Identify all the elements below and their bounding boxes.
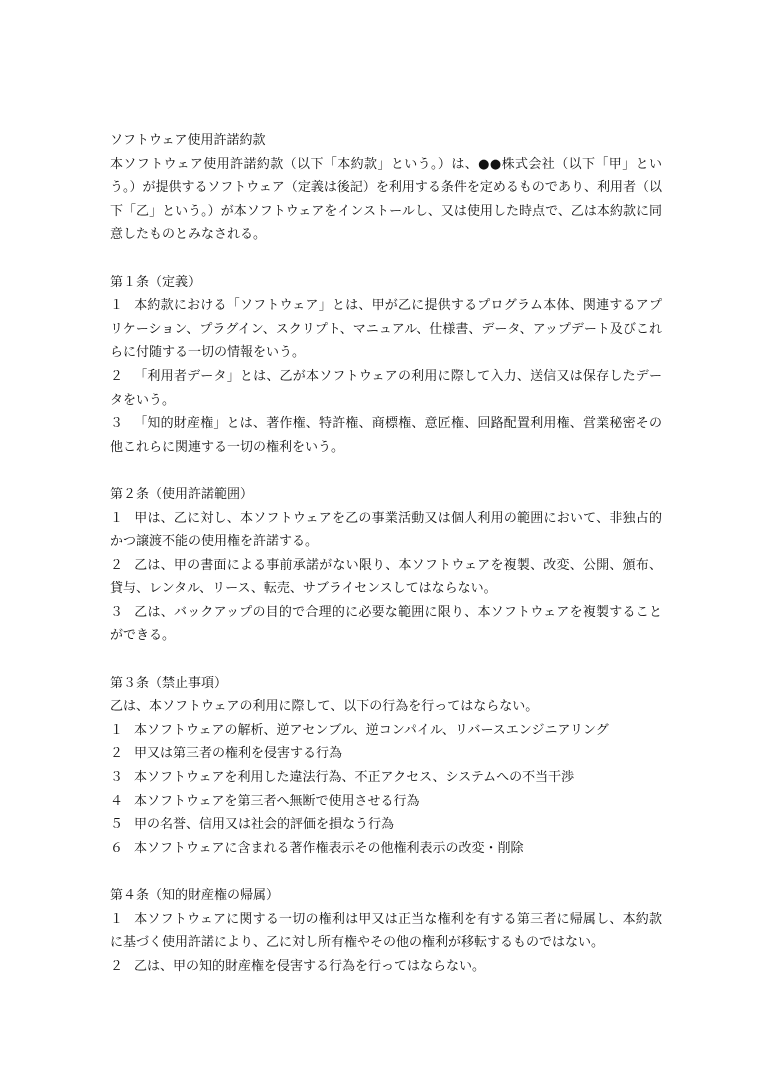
item-text: 甲は、乙に対し、本ソフトウェアを乙の事業活動又は個人利用の範囲において、非独占的かつ譲渡不能の使用権を許諾する。 (110, 510, 662, 550)
article-4-item-1 (110, 908, 662, 955)
article-3-heading: 第３条（禁止事項） (110, 675, 228, 691)
article-3-item-3 (110, 766, 662, 790)
item-number: ４ (110, 793, 124, 809)
item-number: ２ (110, 958, 124, 974)
item-number: ６ (110, 840, 124, 856)
section-spacer (110, 247, 662, 271)
document-title: ソフトウェア使用許諾約款 (110, 133, 266, 148)
item-text: 本約款における「ソフトウェア」とは、甲が乙に提供するプログラム本体、関連するアプリケーション、プラグイン、スクリプト、マニュアル、仕様書、データ、アップデート及びこれらに付随する一切の情報をいう。 (110, 298, 662, 361)
item-text: 甲の名誉、信用又は社会的評価を損なう行為 (134, 817, 395, 833)
item-number: ３ (110, 770, 124, 786)
item-number: １ (110, 298, 124, 314)
item-number: ２ (110, 557, 124, 573)
article-3-item-6 (110, 837, 662, 861)
item-number: ２ (110, 368, 124, 384)
article-4-item-2 (110, 955, 662, 979)
section-spacer (110, 459, 662, 483)
article-1-item-3 (110, 412, 662, 459)
article-3-item-4 (110, 790, 662, 814)
article-2-item-3 (110, 601, 662, 648)
item-text: 本ソフトウェアの解析、逆アセンブル、逆コンパイル、リバースエンジニアリング (134, 722, 609, 738)
item-text: 甲又は第三者の権利を侵害する行為 (134, 746, 343, 762)
item-number: １ (110, 911, 124, 927)
item-number: ３ (110, 604, 124, 620)
article-4-heading: 第４条（知的財産権の帰属） (110, 888, 280, 903)
item-number: １ (110, 722, 124, 738)
item-text: 本ソフトウェアを利用した違法行為、不正アクセス、システムへの不当干渉 (134, 770, 575, 786)
article-2-item-1 (110, 507, 662, 554)
item-text: 本ソフトウェアに含まれる著作権表示その他権利表示の改変・削除 (134, 840, 524, 856)
article-3-item-5 (110, 813, 662, 837)
article-1-item-1 (110, 294, 662, 365)
section-spacer (110, 860, 662, 884)
article-3-item-2 (110, 742, 662, 766)
item-number: ２ (110, 746, 124, 762)
item-text: 「利用者データ」とは、乙が本ソフトウェアの利用に際して入力、送信又は保存したデータをいう。 (110, 368, 662, 408)
item-text: 乙は、甲の知的財産権を侵害する行為を行ってはならない。 (134, 958, 486, 974)
item-number: ３ (110, 416, 124, 432)
item-text: 乙は、バックアップの目的で合理的に必要な範囲に限り、本ソフトウェアを複製することができる。 (110, 604, 662, 644)
item-text: 「知的財産権」とは、著作権、特許権、商標権、意匠権、回路配置利用権、営業秘密その他これらに関連する一切の権利をいう。 (110, 416, 662, 455)
document-intro: 本ソフトウェア使用許諾約款（以下「本約款」という。）は、●●株式会社（以下「甲」という。）が提供するソフトウェア（定義は後記）を利用する条件を定めるものであり、利用者（以下「乙」という。）が本ソフトウェアをインストールし、又は使用した時点で、乙は本約款に同意したものとみなされる。 (110, 156, 662, 243)
item-text: 本ソフトウェアに関する一切の権利は甲又は正当な権利を有する第三者に帰属し、本約款に基づく使用許諾により、乙に対し所有権やその他の権利が移転するものではない。 (110, 911, 662, 951)
section-spacer (110, 648, 662, 672)
article-1-item-2 (110, 365, 662, 412)
item-text: 乙は、甲の書面による事前承諾がない限り、本ソフトウェアを複製、改変、公開、頒布、貸与、レンタル、リース、転売、サブライセンスしてはならない。 (110, 557, 662, 597)
article-3-item-1 (110, 719, 662, 743)
article-2-item-2 (110, 554, 662, 601)
article-3-lead: 乙は、本ソフトウェアの利用に際して、以下の行為を行ってはならない。 (110, 699, 539, 715)
article-2-heading: 第２条（使用許諾範囲） (110, 486, 254, 502)
article-1-heading: 第１条（定義） (110, 274, 202, 290)
item-number: １ (110, 510, 124, 526)
item-number: ５ (110, 817, 124, 833)
item-text: 本ソフトウェアを第三者へ無断で使用させる行為 (134, 793, 420, 809)
document-body (110, 129, 662, 978)
